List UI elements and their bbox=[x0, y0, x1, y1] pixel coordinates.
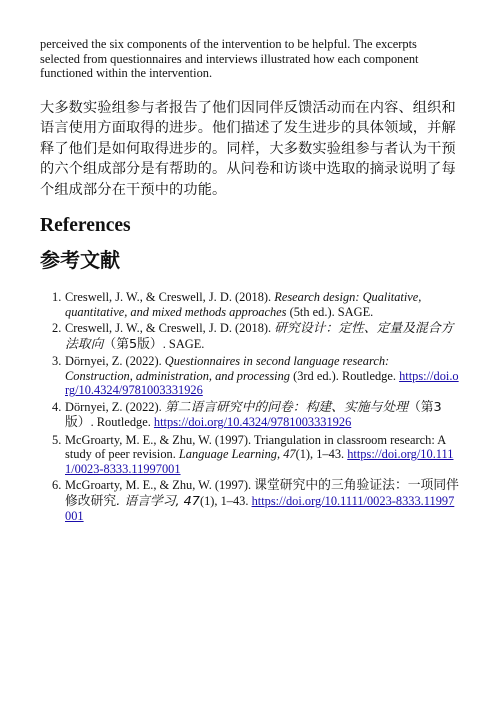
reference-edition: （第5版） bbox=[103, 336, 163, 352]
reference-number: 5. bbox=[52, 432, 62, 447]
reference-number: 2. bbox=[52, 321, 62, 336]
reference-item-5 bbox=[40, 433, 460, 477]
reference-list bbox=[40, 290, 460, 524]
reference-item-4 bbox=[40, 400, 460, 431]
paragraph-english: perceived the six components of the intervention to be helpful. The excerpts selected from questionnaires and interviews illustrated how each component functioned within the intervention. bbox=[40, 37, 419, 81]
reference-title: 第二语言研究中的问卷：构建、实施与处理 bbox=[164, 399, 408, 415]
reference-edition: （第3版） bbox=[65, 399, 442, 431]
reference-number: 3. bbox=[52, 354, 62, 369]
reference-journal: . 语言学习, 47 bbox=[116, 493, 200, 509]
paragraph-chinese: 大多数实验组参与者报告了他们因同伴反馈活动而在内容、组织和语言使用方面取得的进步。他们描述了发生进步的具体领域，并解释了他们是如何取得进步的。同样，大多数实验组参与者认为干预的六个组成部分是有帮助的。从问卷和访谈中选取的摘录说明了每个组成部分在干预中的功能。 bbox=[40, 99, 456, 198]
reference-details: (1), 1–43. bbox=[199, 493, 252, 508]
reference-number: 4. bbox=[52, 399, 62, 414]
reference-authors: McGroarty, M. E., & Zhu, W. (1997). bbox=[65, 478, 255, 493]
reference-number: 6. bbox=[52, 478, 62, 493]
reference-journal: Language Learning, 47 bbox=[178, 447, 296, 462]
reference-item-3 bbox=[40, 354, 460, 398]
reference-article-title: 课堂研究中的三角验证法：一项同伴修改研究 bbox=[65, 478, 459, 509]
reference-number: 1. bbox=[52, 290, 62, 305]
doi-link[interactable]: https://doi.org/10.1111/0023-8333.11997001 bbox=[65, 493, 455, 524]
reference-authors: McGroarty, M. E., & Zhu, W. (1997). Triangulation in classroom research: A study of peer revision. bbox=[65, 432, 446, 462]
reference-item-6 bbox=[40, 478, 460, 524]
doi-link[interactable]: https://doi.org/10.4324/9781003331926 bbox=[153, 415, 352, 430]
reference-authors: Dörnyei, Z. (2022). bbox=[65, 354, 165, 369]
reference-item-1 bbox=[40, 290, 460, 319]
references-heading-english: References bbox=[40, 215, 131, 237]
reference-details: (1), 1–43. bbox=[295, 447, 348, 462]
reference-title: Questionnaires in second language research: Construction, administration, and processing bbox=[65, 354, 390, 383]
reference-details: (5th ed.). SAGE. bbox=[286, 304, 374, 319]
doi-link[interactable]: https://doi.org/10.1111/0023-8333.11997001 bbox=[65, 447, 454, 476]
reference-details: . SAGE. bbox=[162, 336, 205, 351]
doi-link[interactable]: https://doi.org/10.4324/9781003331926 bbox=[65, 368, 459, 398]
reference-authors: Creswell, J. W., & Creswell, J. D. (2018). bbox=[65, 290, 275, 305]
reference-title: 研究设计：定性、定量及混合方法取向 bbox=[65, 321, 454, 352]
references-heading-chinese: 参考文献 bbox=[40, 248, 120, 273]
reference-details: . Routledge. bbox=[90, 415, 154, 430]
reference-authors: Dörnyei, Z. (2022). bbox=[65, 399, 165, 414]
reference-title: Research design: Qualitative, quantitative, and mixed methods approaches bbox=[65, 290, 422, 319]
reference-authors: Creswell, J. W., & Creswell, J. D. (2018). bbox=[65, 321, 275, 336]
reference-details: (3rd ed.). Routledge. bbox=[290, 368, 400, 383]
reference-item-2 bbox=[40, 321, 460, 352]
